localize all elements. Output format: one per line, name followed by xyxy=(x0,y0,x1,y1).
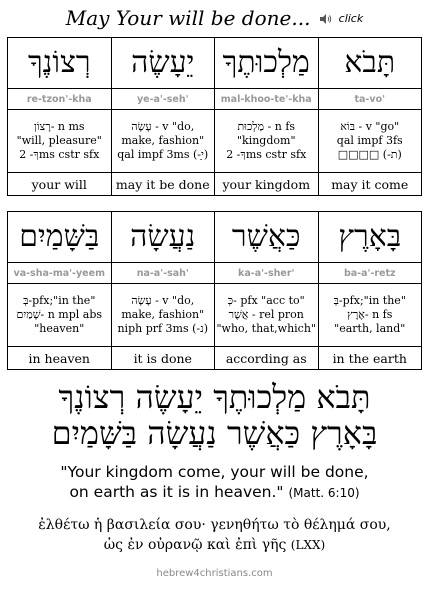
gloss-row xyxy=(8,173,422,196)
english-translation xyxy=(0,462,429,503)
transliteration: mal-khoo-te'-kha xyxy=(215,89,319,110)
site-credit: hebrew4christians.com xyxy=(156,568,273,579)
gloss-row xyxy=(8,347,422,370)
translit-row xyxy=(8,263,422,284)
grammar-line: make, fashion" xyxy=(121,308,205,321)
title-row xyxy=(0,6,429,34)
word-table-2 xyxy=(7,211,422,370)
english-gloss: your will xyxy=(8,173,112,196)
hebrew-row xyxy=(8,38,422,89)
grammar-line: "kingdom" xyxy=(236,134,296,147)
transliteration: ka-a'-sher' xyxy=(215,263,319,284)
hebrew-word: תָּבֹא xyxy=(318,38,422,89)
greek-line-2: ὡς ἐν οὐρανῷ καὶ ἐπὶ γῆς xyxy=(103,537,287,553)
grammar-line: qal impf 3fs xyxy=(336,134,403,147)
grammar-note xyxy=(111,284,215,347)
verse-hebrew-line-1: תָּבֹא מַלְכוּתֶךָ יֵעָשֶׂה רְצוֹנֶךָ xyxy=(58,378,371,416)
greek-text xyxy=(0,515,429,555)
english-gloss: according as xyxy=(215,347,319,370)
grammar-line: niph prf 3ms (-נ) xyxy=(117,322,209,335)
hebrew-word: רְצוֹנֶךָ xyxy=(8,38,112,89)
grammar-note xyxy=(318,110,422,173)
grammar-line: "will, pleasure" xyxy=(16,134,102,147)
verse-hebrew-line-2: בָּאָרֶץ כַּאֲשֶׁר נַעֲשָׂה בַּשָּׁמַיִם xyxy=(51,414,378,452)
hebrew-word: כַּאֲשֶׁר xyxy=(215,212,319,263)
hebrew-row xyxy=(8,212,422,263)
scripture-reference: (Matt. 6:10) xyxy=(288,486,360,500)
transliteration: va-sha-ma'-yeem xyxy=(8,263,112,284)
grammar-line: בְּ-pfx;"in the" xyxy=(23,294,96,307)
transliteration: ta-vo' xyxy=(318,89,422,110)
grammar-row xyxy=(8,284,422,347)
page-title: May Your will be done... xyxy=(65,6,311,30)
greek-line-2-wrap xyxy=(0,535,429,555)
grammar-line: שָׁמַיִם- n mpl abs xyxy=(16,308,103,321)
grammar-line: "earth, land" xyxy=(334,322,406,335)
english-gloss: in the earth xyxy=(318,347,422,370)
grammar-line: ךָ- 2ms cstr sfx xyxy=(226,148,307,161)
grammar-line: מַלְכוּת - n fs xyxy=(237,120,296,133)
grammar-line: בּוֹא - v "go" xyxy=(340,120,400,133)
transliteration: na-a'-sah' xyxy=(111,263,215,284)
grammar-line: עָשָׂה - v "do, xyxy=(131,120,195,133)
grammar-line: אֲשֶׁר - rel pron xyxy=(228,308,304,321)
grammar-note xyxy=(215,110,319,173)
english-gloss: your kingdom xyxy=(215,173,319,196)
speaker-icon[interactable] xyxy=(320,9,332,28)
hebrew-word: בַּשָּׁמַיִם xyxy=(8,212,112,263)
grammar-note xyxy=(111,110,215,173)
grammar-line: □□□□ (-ת) xyxy=(337,148,402,161)
english-gloss: it is done xyxy=(111,347,215,370)
grammar-line: qal impf 3ms (-ֵי) xyxy=(117,148,209,161)
grammar-note xyxy=(8,284,112,347)
greek-source: (LXX) xyxy=(290,538,326,552)
grammar-note xyxy=(318,284,422,347)
english-line-1: "Your kingdom come, your will be done, xyxy=(60,463,369,481)
english-gloss: may it be done xyxy=(111,173,215,196)
english-gloss: may it come xyxy=(318,173,422,196)
grammar-note xyxy=(8,110,112,173)
grammar-line: בְּ-pfx;"in the" xyxy=(333,294,406,307)
hebrew-word: נַעֲשָׂה xyxy=(111,212,215,263)
hebrew-word: מַלְכוּתֶךָ xyxy=(215,38,319,89)
audio-click-link[interactable]: click xyxy=(338,11,364,25)
grammar-line: עָשָׂה - v "do, xyxy=(131,294,195,307)
transliteration: ba-a'-retz xyxy=(318,263,422,284)
grammar-note xyxy=(215,284,319,347)
english-line-2: on earth as it is in heaven." xyxy=(69,483,284,501)
grammar-line: "who, that,which" xyxy=(216,322,316,335)
grammar-row xyxy=(8,110,422,173)
hebrew-word: יֵעָשֶׂה xyxy=(111,38,215,89)
translit-row xyxy=(8,89,422,110)
grammar-line: make, fashion" xyxy=(121,134,205,147)
greek-line-1: ἐλθέτω ἡ βασιλεία σου· γενηθήτω τὸ θέλημά σου, xyxy=(38,517,391,533)
grammar-line: רָצוֹן- n ms xyxy=(33,120,85,133)
grammar-line: אֶרֶץ- n fs xyxy=(347,308,393,321)
grammar-line: "heaven" xyxy=(34,322,85,335)
grammar-line: ךָ- 2ms cstr sfx xyxy=(19,148,100,161)
transliteration: ye-a'-seh' xyxy=(111,89,215,110)
english-gloss: in heaven xyxy=(8,347,112,370)
transliteration: re-tzon'-kha xyxy=(8,89,112,110)
grammar-line: כְּ- pfx "acc to" xyxy=(227,294,305,307)
english-line-2-wrap xyxy=(0,482,429,503)
word-table-1 xyxy=(7,37,422,196)
hebrew-word: בָּאָרֶץ xyxy=(318,212,422,263)
